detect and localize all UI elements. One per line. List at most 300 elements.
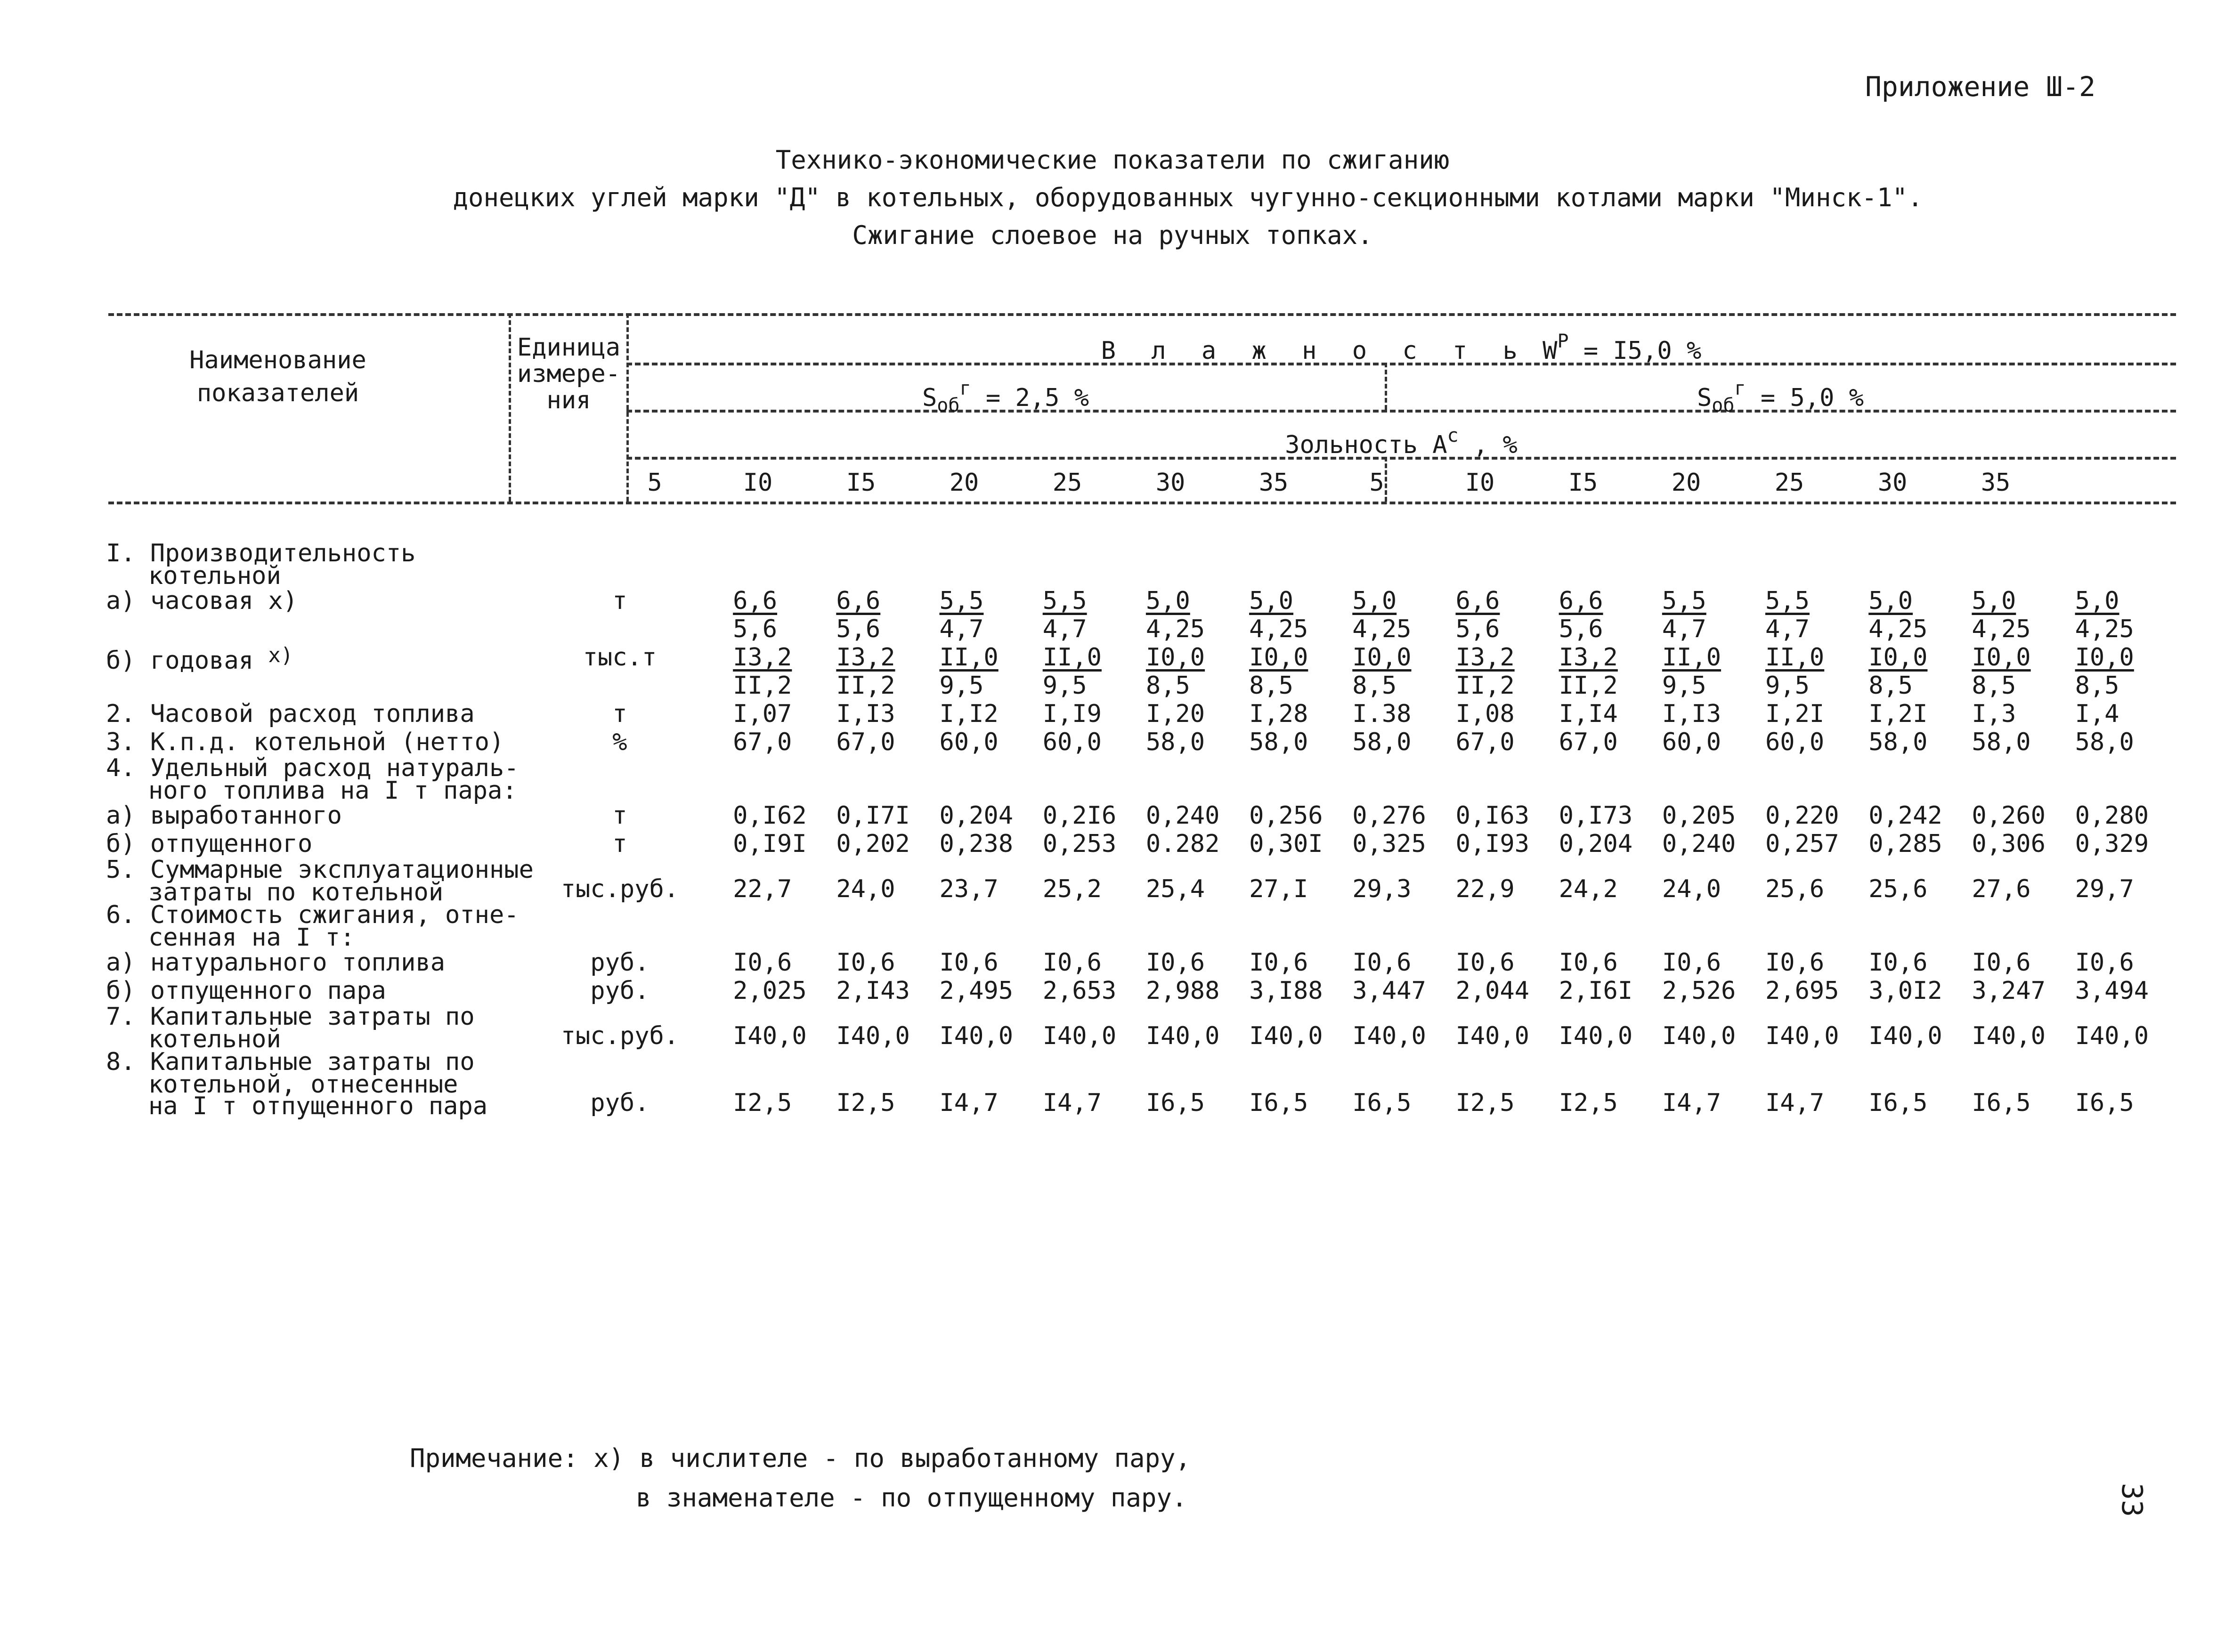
table-row bbox=[106, 1050, 2178, 1117]
cell: I0,6 bbox=[1765, 948, 1825, 977]
cell: I40,0 bbox=[1662, 1022, 1736, 1050]
cell bbox=[2075, 587, 2178, 643]
cell: 25,6 bbox=[1868, 875, 1928, 903]
cell: 0,253 bbox=[1042, 830, 1117, 858]
table-row bbox=[106, 542, 2178, 587]
cell bbox=[1765, 587, 1868, 643]
cell: I,I2 bbox=[939, 700, 999, 728]
row-1a-unit: т bbox=[612, 587, 627, 615]
header-name-col: Наименование показателей bbox=[189, 346, 366, 407]
row-8-title-text: 8. Капитальные затраты по bbox=[106, 1048, 475, 1076]
cell: I40,0 bbox=[1249, 1022, 1323, 1050]
cell: 29,3 bbox=[1352, 875, 1412, 903]
page-number: 33 bbox=[2115, 1482, 2149, 1517]
sulfur-sub-2: об bbox=[1712, 395, 1735, 416]
cell-denominator: 5,6 bbox=[733, 615, 778, 643]
ash-value: 20 bbox=[1671, 469, 1701, 497]
cell-denominator: 4,25 bbox=[1972, 615, 2031, 643]
cell bbox=[1662, 587, 1765, 643]
cell: I0,6 bbox=[2075, 948, 2134, 977]
cell-denominator: II,2 bbox=[733, 672, 792, 700]
table-row bbox=[106, 700, 2178, 728]
cell: 0,I63 bbox=[1455, 802, 1529, 830]
cell: 24,2 bbox=[1559, 875, 1618, 903]
cell: 67,0 bbox=[733, 728, 792, 756]
cell-numerator: II,0 bbox=[1042, 643, 1102, 672]
cell-numerator: I0,0 bbox=[1249, 643, 1308, 672]
table-row bbox=[106, 587, 2178, 643]
cell: I0,6 bbox=[1455, 948, 1515, 977]
cell: I40,0 bbox=[939, 1022, 1014, 1050]
cell-denominator: 4,7 bbox=[1662, 615, 1706, 643]
cell: 0,220 bbox=[1765, 802, 1839, 830]
cell: 0,242 bbox=[1868, 802, 1942, 830]
header-moisture bbox=[626, 325, 2176, 367]
cell: 0,260 bbox=[1972, 802, 2046, 830]
row-6-title-cont: сенная на I т: bbox=[148, 923, 355, 952]
cell: 25,2 bbox=[1042, 875, 1102, 903]
cell-denominator: 9,5 bbox=[1662, 672, 1706, 700]
cell: I0,6 bbox=[1042, 948, 1102, 977]
cell: 2,025 bbox=[733, 977, 807, 1005]
cell: I40,0 bbox=[733, 1022, 807, 1050]
cell: I,I4 bbox=[1559, 700, 1618, 728]
cell: I40,0 bbox=[1868, 1022, 1942, 1050]
table-row bbox=[106, 830, 2178, 858]
row-1b-unit: тыс.т bbox=[583, 643, 657, 672]
title-line-2: донецких углей марки "Д" в котельных, оборудованных чугунно-секционными котлами марки "Минск-1". bbox=[453, 183, 1923, 212]
sulfur-sup-2: г bbox=[1734, 378, 1746, 399]
cell-denominator: 9,5 bbox=[939, 672, 984, 700]
row-1-title bbox=[106, 539, 2178, 590]
cell: I,2I bbox=[1868, 700, 1928, 728]
cell: 0,257 bbox=[1765, 830, 1839, 858]
cell-denominator: 4,7 bbox=[1765, 615, 1810, 643]
cell bbox=[1043, 587, 1146, 643]
ash-value: I0 bbox=[1465, 469, 1495, 497]
cell: I4,7 bbox=[1042, 1089, 1102, 1117]
cell: 67,0 bbox=[836, 728, 895, 756]
cell: 2,495 bbox=[939, 977, 1014, 1005]
ash-value: 25 bbox=[1774, 469, 1804, 497]
row-8-title-cont-2: на I т отпущенного пара bbox=[148, 1092, 488, 1120]
cell bbox=[1043, 643, 1146, 700]
row-2-label: 2. Часовой расход топлива bbox=[106, 700, 475, 728]
cell: 29,7 bbox=[2075, 875, 2134, 903]
cell: I6,5 bbox=[1868, 1089, 1928, 1117]
cell: 0,240 bbox=[1662, 830, 1736, 858]
cell-numerator: 5,5 bbox=[1042, 587, 1087, 615]
cell: I0,6 bbox=[1868, 948, 1928, 977]
cell bbox=[1662, 643, 1765, 700]
cell-denominator: 8,5 bbox=[1868, 672, 1913, 700]
cell bbox=[1146, 587, 1249, 643]
cell: 25,4 bbox=[1145, 875, 1205, 903]
footnote-line-1: Примечание: х) в числителе - по выработанному пару, bbox=[410, 1443, 1191, 1473]
cell-denominator: 4,25 bbox=[1145, 615, 1205, 643]
cell: 22,9 bbox=[1455, 875, 1515, 903]
cell-denominator: 4,7 bbox=[939, 615, 984, 643]
cell: I,08 bbox=[1455, 700, 1515, 728]
cell bbox=[733, 643, 836, 700]
cell: 25,6 bbox=[1765, 875, 1825, 903]
ash-value: 5 bbox=[647, 469, 662, 497]
cell: 27,I bbox=[1249, 875, 1308, 903]
cell-denominator: 8,5 bbox=[1352, 672, 1397, 700]
cell-denominator: 8,5 bbox=[2075, 672, 2119, 700]
cell: 0,325 bbox=[1352, 830, 1426, 858]
cell: I40,0 bbox=[1042, 1022, 1117, 1050]
cell bbox=[1455, 587, 1559, 643]
cell: 3,0I2 bbox=[1868, 977, 1942, 1005]
cell-numerator: I0,0 bbox=[1352, 643, 1412, 672]
moisture-value: = I5,0 % bbox=[1583, 337, 1702, 365]
cell: 0,238 bbox=[939, 830, 1014, 858]
cell: 3,494 bbox=[2075, 977, 2149, 1005]
cell: I.38 bbox=[1352, 700, 1412, 728]
row-4-title-cont: ного топлива на I т пара: bbox=[148, 777, 517, 805]
ash-label: Зольность bbox=[1285, 431, 1418, 459]
row-4b-label: б) отпущенного bbox=[106, 830, 313, 858]
ash-value: 35 bbox=[1981, 469, 2011, 497]
cell: I,4 bbox=[2075, 700, 2119, 728]
cell: I6,5 bbox=[2075, 1089, 2134, 1117]
cell: 0,204 bbox=[939, 802, 1014, 830]
cell: I,I3 bbox=[836, 700, 895, 728]
cell: I6,5 bbox=[1145, 1089, 1205, 1117]
cell bbox=[836, 587, 939, 643]
cell-denominator: 9,5 bbox=[1765, 672, 1810, 700]
title-line-1: Технико-экономические показатели по сжиганию bbox=[775, 145, 1450, 175]
row-4-title-text: 4. Удельный расход натураль- bbox=[106, 754, 519, 782]
sulfur-right-value: = 5,0 % bbox=[1760, 384, 1864, 412]
row-7-label-cell bbox=[106, 1003, 507, 1053]
row-6a-unit: руб. bbox=[590, 948, 650, 977]
sulfur-sup: г bbox=[959, 378, 971, 399]
cell bbox=[940, 643, 1043, 700]
cell: 60,0 bbox=[1662, 728, 1722, 756]
cell-numerator: 6,6 bbox=[836, 587, 881, 615]
cell-denominator: II,2 bbox=[1559, 672, 1618, 700]
row-4a-unit: т bbox=[612, 802, 627, 830]
row-8-label-cell bbox=[106, 1048, 507, 1120]
row-5-unit: тыс.руб. bbox=[560, 875, 679, 903]
row-1-title-cont: котельной bbox=[148, 562, 281, 590]
cell bbox=[1146, 643, 1249, 700]
row-1b-footnote-mark: х) bbox=[268, 643, 293, 667]
cell-numerator: I0,0 bbox=[1868, 643, 1928, 672]
cell: I2,5 bbox=[1559, 1089, 1618, 1117]
cell-numerator: 5,5 bbox=[1662, 587, 1706, 615]
cell: 58,0 bbox=[1868, 728, 1928, 756]
row-7-title-cont: котельной bbox=[148, 1025, 281, 1053]
cell-numerator: I0,0 bbox=[2075, 643, 2134, 672]
cell: 27,6 bbox=[1972, 875, 2031, 903]
row-1-title-text: I. Производительность bbox=[106, 539, 416, 567]
cell: I40,0 bbox=[1765, 1022, 1839, 1050]
moisture-symbol: W bbox=[1543, 337, 1558, 365]
row-5-label-cell bbox=[106, 856, 534, 907]
cell: 0.282 bbox=[1145, 830, 1220, 858]
ash-symbol: A bbox=[1432, 431, 1447, 459]
cell: 24,0 bbox=[836, 875, 895, 903]
ash-value: 30 bbox=[1155, 469, 1186, 497]
cell: 58,0 bbox=[1352, 728, 1412, 756]
row-4a-label: а) выработанного bbox=[106, 802, 342, 830]
cell-numerator: I3,2 bbox=[1559, 643, 1618, 672]
cell: I40,0 bbox=[2075, 1022, 2149, 1050]
cell: 0,306 bbox=[1972, 830, 2046, 858]
table-row bbox=[106, 643, 2178, 700]
cell: I0,6 bbox=[939, 948, 999, 977]
cell: I0,6 bbox=[836, 948, 895, 977]
cell: 60,0 bbox=[1042, 728, 1102, 756]
cell bbox=[1868, 587, 1972, 643]
cell: I,I3 bbox=[1662, 700, 1722, 728]
title-line-3: Сжигание слоевое на ручных топках. bbox=[852, 220, 1373, 250]
table-row bbox=[106, 948, 2178, 977]
cell bbox=[1972, 643, 2075, 700]
row-6-title-text: 6. Стоимость сжигания, отне- bbox=[106, 901, 519, 929]
cell: 0,280 bbox=[2075, 802, 2149, 830]
ash-value: I5 bbox=[1568, 469, 1598, 497]
cell: I2,5 bbox=[836, 1089, 895, 1117]
cell: 2,695 bbox=[1765, 977, 1839, 1005]
cell: I40,0 bbox=[1455, 1022, 1529, 1050]
table-row bbox=[106, 1005, 2178, 1050]
ash-value: 35 bbox=[1259, 469, 1289, 497]
row-8-unit: руб. bbox=[590, 1089, 650, 1117]
cell: I4,7 bbox=[1662, 1089, 1722, 1117]
cell-denominator: 5,6 bbox=[1455, 615, 1500, 643]
cell: 2,653 bbox=[1042, 977, 1117, 1005]
cell: 0,I7I bbox=[836, 802, 910, 830]
row-4-title bbox=[106, 754, 2178, 805]
header-sulfur-right bbox=[1385, 372, 2176, 422]
row-8-title-cont-1: котельной, отнесенные bbox=[148, 1070, 458, 1099]
cell: 2,988 bbox=[1145, 977, 1220, 1005]
ash-value: 20 bbox=[949, 469, 979, 497]
row-7-unit: тыс.руб. bbox=[560, 1022, 679, 1050]
cell-numerator: 5,0 bbox=[1352, 587, 1397, 615]
cell: I4,7 bbox=[939, 1089, 999, 1117]
cell-denominator: 5,6 bbox=[836, 615, 881, 643]
row-3-label: 3. К.п.д. котельной (нетто) bbox=[106, 728, 504, 756]
cell-denominator: II,2 bbox=[1455, 672, 1515, 700]
header-ash bbox=[626, 419, 2176, 462]
row-5-title-cont: затраты по котельной bbox=[148, 878, 444, 907]
cell bbox=[836, 643, 939, 700]
row-5-title-text: 5. Суммарные эксплуатационные bbox=[106, 856, 534, 884]
cell: 3,I88 bbox=[1249, 977, 1323, 1005]
row-3-unit: % bbox=[612, 728, 627, 756]
cell bbox=[1559, 643, 1662, 700]
indicators-table bbox=[106, 539, 2178, 1120]
moisture-sup: P bbox=[1557, 331, 1569, 352]
cell bbox=[1765, 643, 1868, 700]
cell-numerator: I3,2 bbox=[836, 643, 895, 672]
row-1a-label: а) часовая х) bbox=[106, 587, 298, 615]
row-6b-label: б) отпущенного пара bbox=[106, 977, 386, 1005]
cell: 0,I93 bbox=[1455, 830, 1529, 858]
row-6a-label: а) натурального топлива bbox=[106, 948, 446, 977]
header-unit-col: Единица измере- ния bbox=[517, 333, 621, 414]
cell-denominator: 4,25 bbox=[1352, 615, 1412, 643]
cell: 0,256 bbox=[1249, 802, 1323, 830]
cell: 0,329 bbox=[2075, 830, 2149, 858]
cell bbox=[940, 587, 1043, 643]
cell: 23,7 bbox=[939, 875, 999, 903]
cell: I,I9 bbox=[1042, 700, 1102, 728]
cell: I,3 bbox=[1972, 700, 2016, 728]
cell: 0,2I6 bbox=[1042, 802, 1117, 830]
sulfur-symbol-2: S bbox=[1697, 384, 1712, 412]
header-rule-top bbox=[108, 313, 2176, 316]
cell-denominator: 9,5 bbox=[1042, 672, 1087, 700]
ash-unit: , % bbox=[1473, 431, 1518, 459]
cell: 0,285 bbox=[1868, 830, 1942, 858]
ash-value: 30 bbox=[1877, 469, 1908, 497]
cell: I40,0 bbox=[1352, 1022, 1426, 1050]
row-7-title-text: 7. Капитальные затраты по bbox=[106, 1003, 475, 1031]
cell: I0,6 bbox=[1662, 948, 1722, 977]
cell: I40,0 bbox=[1559, 1022, 1633, 1050]
cell: 58,0 bbox=[1972, 728, 2031, 756]
table-row bbox=[106, 858, 2178, 903]
cell: 60,0 bbox=[939, 728, 999, 756]
cell bbox=[1249, 587, 1352, 643]
cell: I0,6 bbox=[1972, 948, 2031, 977]
cell-numerator: 5,0 bbox=[1249, 587, 1293, 615]
cell: 22,7 bbox=[733, 875, 792, 903]
cell-numerator: 5,0 bbox=[1972, 587, 2016, 615]
cell-numerator: II,0 bbox=[1765, 643, 1825, 672]
cell: 0,204 bbox=[1559, 830, 1633, 858]
cell: 2,I43 bbox=[836, 977, 910, 1005]
header-rule-bottom bbox=[108, 502, 2176, 504]
cell: I2,5 bbox=[1455, 1089, 1515, 1117]
cell: 0,205 bbox=[1662, 802, 1736, 830]
table-row bbox=[106, 728, 2178, 756]
cell-numerator: 5,5 bbox=[1765, 587, 1810, 615]
cell: I2,5 bbox=[733, 1089, 792, 1117]
cell: 24,0 bbox=[1662, 875, 1722, 903]
cell: 67,0 bbox=[1559, 728, 1618, 756]
appendix-label: Приложение Ш-2 bbox=[1865, 71, 2095, 103]
sulfur-symbol: S bbox=[922, 384, 937, 412]
cell bbox=[1352, 643, 1455, 700]
moisture-label: В л а ж н о с т ь bbox=[1101, 337, 1528, 365]
cell-numerator: II,0 bbox=[939, 643, 999, 672]
ash-value: 25 bbox=[1052, 469, 1082, 497]
cell-numerator: 5,0 bbox=[1868, 587, 1913, 615]
cell: 58,0 bbox=[1145, 728, 1205, 756]
sulfur-sub: об bbox=[937, 395, 960, 416]
cell bbox=[2075, 643, 2178, 700]
cell-numerator: 5,0 bbox=[1145, 587, 1190, 615]
table-row bbox=[106, 977, 2178, 1005]
table-header bbox=[108, 306, 2176, 513]
cell: I0,6 bbox=[1249, 948, 1308, 977]
cell-denominator: 4,25 bbox=[2075, 615, 2134, 643]
sulfur-left-value: = 2,5 % bbox=[985, 384, 1089, 412]
ash-value: 5 bbox=[1369, 469, 1384, 497]
cell: 60,0 bbox=[1765, 728, 1825, 756]
cell-numerator: 6,6 bbox=[1455, 587, 1500, 615]
cell: 3,447 bbox=[1352, 977, 1426, 1005]
cell-denominator: 8,5 bbox=[1145, 672, 1190, 700]
row-4b-unit: т bbox=[612, 830, 627, 858]
cell: 0,240 bbox=[1145, 802, 1220, 830]
cell: 67,0 bbox=[1455, 728, 1515, 756]
cell: 2,526 bbox=[1662, 977, 1736, 1005]
cell bbox=[1455, 643, 1559, 700]
cell-denominator: 4,25 bbox=[1868, 615, 1928, 643]
cell: 3,247 bbox=[1972, 977, 2046, 1005]
cell: I40,0 bbox=[836, 1022, 910, 1050]
row-6-title bbox=[106, 901, 2178, 952]
cell-denominator: 8,5 bbox=[1249, 672, 1293, 700]
cell-denominator: II,2 bbox=[836, 672, 895, 700]
cell bbox=[733, 587, 836, 643]
cell: 0,30I bbox=[1249, 830, 1323, 858]
ash-value: I0 bbox=[743, 469, 773, 497]
cell: 0,I9I bbox=[733, 830, 807, 858]
cell-numerator: 5,5 bbox=[939, 587, 984, 615]
cell: 2,044 bbox=[1455, 977, 1529, 1005]
header-sulfur-left bbox=[626, 372, 1385, 422]
cell bbox=[1868, 643, 1972, 700]
cell: 58,0 bbox=[1249, 728, 1308, 756]
ash-sup: c bbox=[1447, 425, 1459, 446]
cell-numerator: I3,2 bbox=[1455, 643, 1515, 672]
table-row bbox=[106, 756, 2178, 802]
table-row bbox=[106, 903, 2178, 948]
cell-numerator: I0,0 bbox=[1972, 643, 2031, 672]
cell-numerator: 6,6 bbox=[733, 587, 778, 615]
cell-denominator: 4,25 bbox=[1249, 615, 1308, 643]
cell: I6,5 bbox=[1972, 1089, 2031, 1117]
cell-numerator: II,0 bbox=[1662, 643, 1722, 672]
row-6b-unit: руб. bbox=[590, 977, 650, 1005]
cell: 58,0 bbox=[2075, 728, 2134, 756]
row-1b-label: б) годовая bbox=[106, 647, 254, 675]
cell-denominator: 4,7 bbox=[1042, 615, 1087, 643]
footnote bbox=[410, 1439, 1191, 1518]
cell: I0,6 bbox=[1559, 948, 1618, 977]
cell bbox=[1559, 587, 1662, 643]
cell: 0,I62 bbox=[733, 802, 807, 830]
cell: 0,I73 bbox=[1559, 802, 1633, 830]
header-divider-1 bbox=[509, 313, 511, 502]
cell: I6,5 bbox=[1249, 1089, 1308, 1117]
cell-numerator: I3,2 bbox=[733, 643, 792, 672]
cell: 0,202 bbox=[836, 830, 910, 858]
cell: 2,I6I bbox=[1559, 977, 1633, 1005]
cell bbox=[1352, 587, 1455, 643]
cell: I0,6 bbox=[733, 948, 792, 977]
cell: I40,0 bbox=[1145, 1022, 1220, 1050]
cell bbox=[1249, 643, 1352, 700]
row-1b-label-cell bbox=[106, 643, 507, 700]
cell: I,07 bbox=[733, 700, 792, 728]
cell: I,2I bbox=[1765, 700, 1825, 728]
cell: I0,6 bbox=[1145, 948, 1205, 977]
cell: I4,7 bbox=[1765, 1089, 1825, 1117]
cell: I40,0 bbox=[1972, 1022, 2046, 1050]
table-row bbox=[106, 802, 2178, 830]
cell: 0,276 bbox=[1352, 802, 1426, 830]
